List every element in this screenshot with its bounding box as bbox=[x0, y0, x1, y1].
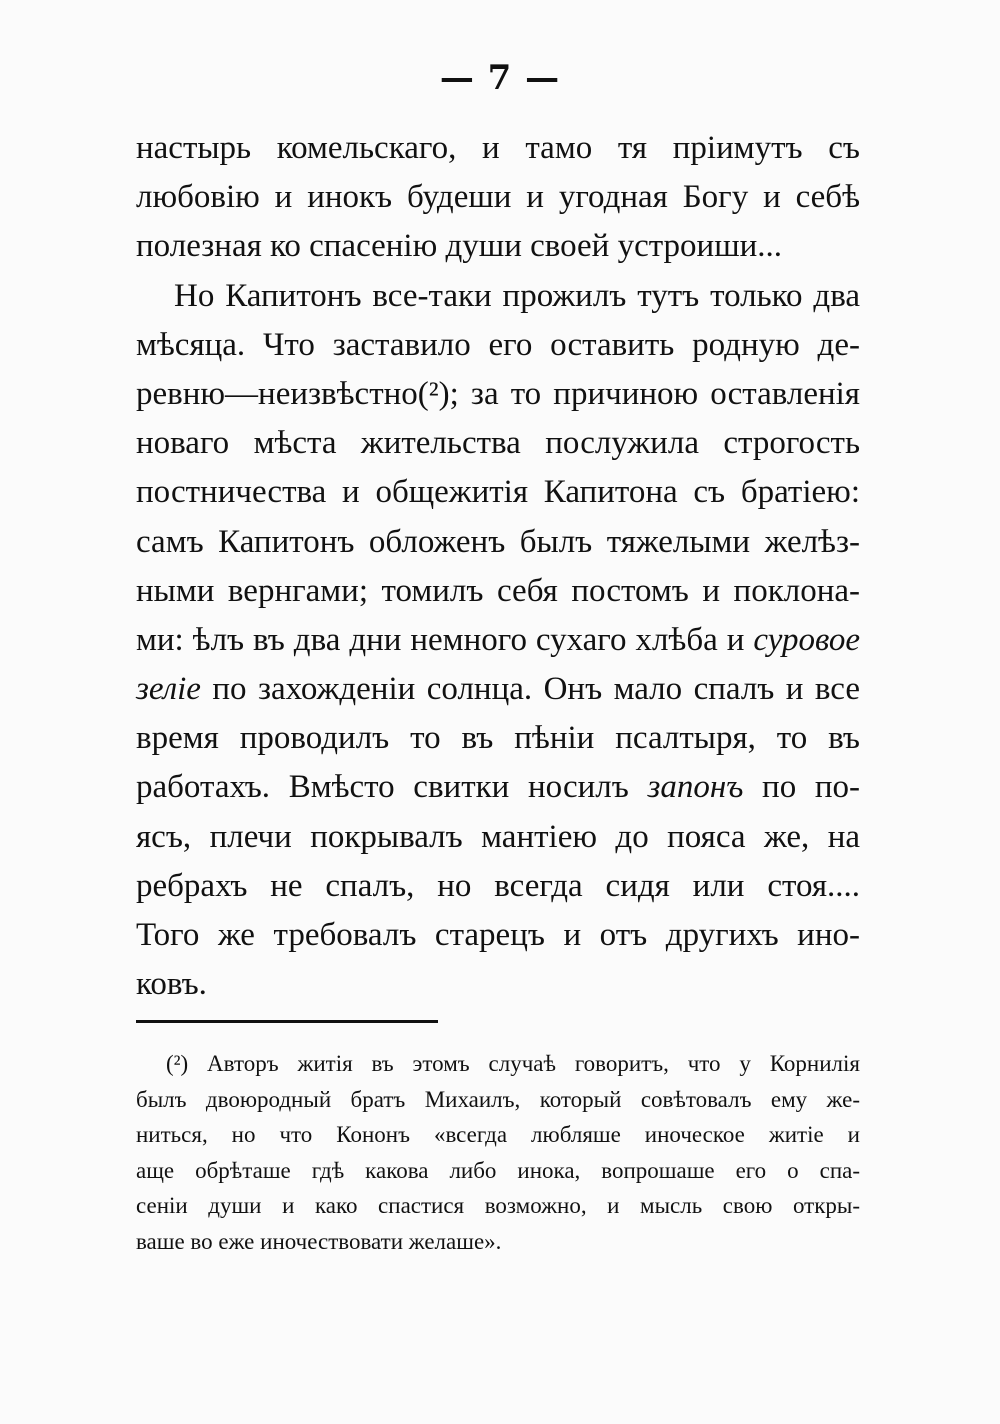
text-line: время проводилъ то въ пѣніи псалтыря, то въ bbox=[136, 720, 860, 757]
text-line: ребрахъ не спалъ, но всегда сидя или стоя.... bbox=[136, 867, 860, 904]
text-line bbox=[136, 616, 860, 665]
footnote-divider bbox=[136, 1020, 438, 1023]
page-number: — 7 — bbox=[439, 58, 561, 98]
text-line: настырь комельскаго, и тамо тя пріимутъ съ bbox=[136, 130, 860, 166]
text-segment: по захожденіи солнца. Онъ мало спалъ и все bbox=[212, 671, 861, 708]
footnote-line: ниться, но что Кононъ «всегда любляше иноческое житіе и bbox=[136, 1122, 860, 1148]
text-line: постничества и общежитія Капитона съ братіею: bbox=[136, 474, 860, 511]
text-line: полезная ко спасенію души своей устроиши... bbox=[136, 228, 783, 265]
italic-word: запонъ bbox=[647, 769, 744, 806]
footnote-line: сеніи души и како спастися возможно, и мысль свою откры- bbox=[136, 1193, 860, 1219]
text-segment: по по- bbox=[762, 769, 861, 806]
text-line: любовію и инокъ будеши и угодная Богу и себѣ bbox=[136, 179, 860, 216]
footnote-line: (²) Авторъ житія въ этомъ случаѣ говоритъ, что у Корнилія bbox=[166, 1051, 860, 1076]
text-line: Но Капитонъ все-таки прожилъ тутъ только два bbox=[174, 277, 860, 314]
text-segment: ми: ѣлъ въ два дни немного сухаго хлѣба и bbox=[136, 621, 745, 658]
footnote-line: аще обрѣташе гдѣ какова либо инока, вопрошаше его о спа- bbox=[136, 1157, 860, 1183]
text-line: ревню—неизвѣстно(²); за то причиною оставленія bbox=[136, 375, 860, 412]
text-line: самъ Капитонъ обложенъ былъ тяжелыми желѣз- bbox=[136, 523, 860, 560]
text-line: мѣсяца. Что заставило его оставить родную де- bbox=[136, 326, 860, 363]
footnote-line: былъ двоюродный братъ Михаилъ, который совѣтовалъ ему же- bbox=[136, 1086, 860, 1112]
text-line: ковъ. bbox=[136, 966, 207, 1003]
italic-word: зеліе bbox=[136, 671, 201, 708]
text-line: новаго мѣста жительства послужила строгость bbox=[136, 425, 860, 462]
italic-word: суровое bbox=[753, 621, 861, 658]
footnotes bbox=[136, 1046, 860, 1260]
text-line: ными вернгами; томилъ себя постомъ и поклона- bbox=[136, 572, 860, 609]
text-line bbox=[136, 763, 860, 812]
text-line: Того же требовалъ старецъ и отъ другихъ ино- bbox=[136, 917, 860, 953]
text-line bbox=[136, 665, 860, 714]
text-segment: работахъ. Вмѣсто свитки носилъ bbox=[136, 769, 629, 806]
footnote-line: ваше во еже иночествовати желаше». bbox=[136, 1228, 502, 1254]
text-line: ясъ, плечи покрывалъ мантіею до пояса же, на bbox=[136, 818, 860, 855]
body-text bbox=[136, 124, 860, 1009]
